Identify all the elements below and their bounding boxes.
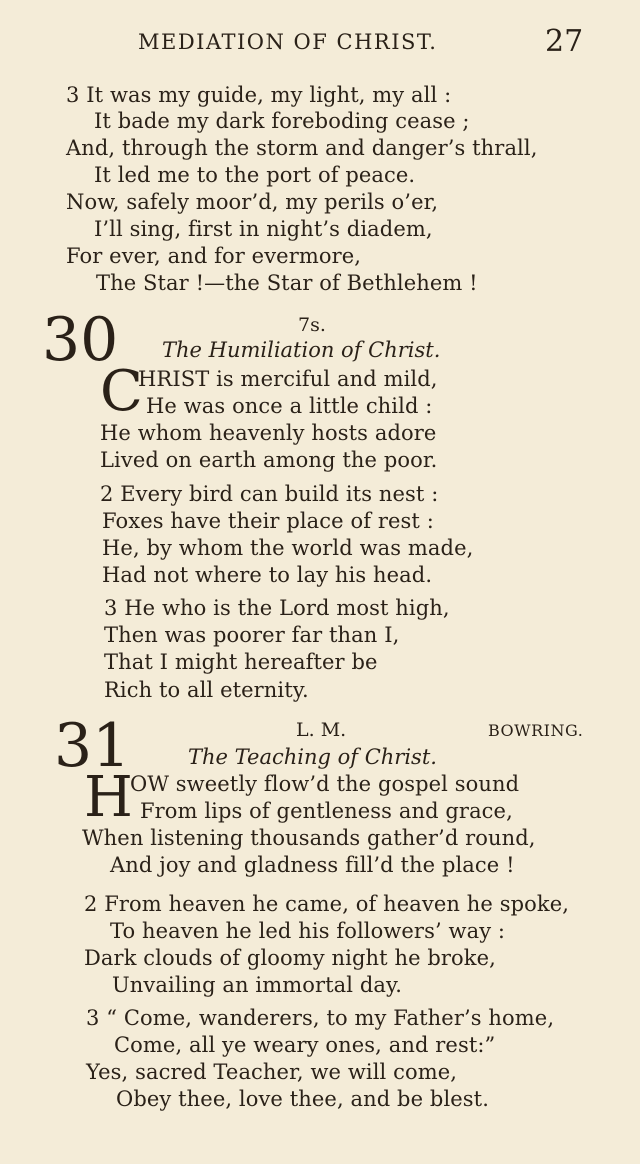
verse-line: 3 “ Come, wanderers, to my Father’s home,	[86, 1006, 555, 1030]
verse-line: HRIST is merciful and mild,	[138, 367, 438, 391]
verse-line: It led me to the port of peace.	[94, 163, 416, 187]
verse-line: The Star !—the Star of Bethlehem !	[96, 271, 478, 295]
verse-line: And joy and gladness fill’d the place !	[110, 853, 515, 877]
verse-line: 2 Every bird can build its nest :	[100, 482, 439, 506]
page-number: 27	[545, 24, 584, 59]
verse-line: To heaven he led his followers’ way :	[110, 919, 506, 943]
verse-line: For ever, and for evermore,	[66, 244, 362, 268]
hymn-number: 31	[54, 711, 131, 781]
verse-line: He, by whom the world was made,	[102, 536, 474, 560]
running-title: MEDIATION OF CHRIST.	[138, 30, 438, 54]
hymn-title: The Teaching of Christ.	[188, 745, 437, 769]
verse-line: And, through the storm and danger’s thrall,	[66, 136, 538, 160]
verse-line: When listening thousands gather’d round,	[82, 826, 536, 850]
hymn-meter: L. M.	[296, 719, 347, 741]
verse-line: I’ll sing, first in night’s diadem,	[94, 217, 433, 241]
verse-line: Dark clouds of gloomy night he broke,	[84, 946, 496, 970]
verse-line: Had not where to lay his head.	[102, 563, 433, 587]
verse-line: It bade my dark foreboding cease ;	[94, 109, 470, 133]
verse-line: Obey thee, love thee, and be blest.	[116, 1087, 489, 1111]
verse-line: 3 He who is the Lord most high,	[104, 596, 450, 620]
verse-line: Unvailing an immortal day.	[112, 973, 403, 997]
hymn-meter: 7s.	[298, 314, 326, 336]
drop-cap: H	[84, 765, 133, 830]
verse-line: He was once a little child :	[146, 394, 433, 418]
verse-line: Lived on earth among the poor.	[100, 448, 438, 472]
verse-line: Come, all ye weary ones, and rest:”	[114, 1033, 496, 1057]
verse-line: Now, safely moor’d, my perils o’er,	[66, 190, 439, 214]
verse-line: OW sweetly flow’d the gospel sound	[130, 772, 520, 796]
verse-line: Then was poorer far than I,	[104, 623, 400, 647]
hymn-number: 30	[42, 305, 119, 375]
verse-line: 3 It was my guide, my light, my all :	[66, 83, 452, 107]
verse-line: 2 From heaven he came, of heaven he spoke,	[84, 892, 570, 916]
verse-line: He whom heavenly hosts adore	[100, 421, 437, 445]
drop-cap: C	[100, 359, 143, 424]
verse-line: Foxes have their place of rest :	[102, 509, 434, 533]
tune-name: BOWRING.	[488, 721, 584, 740]
verse-line: That I might hereafter be	[104, 650, 378, 674]
hymn-title: The Humiliation of Christ.	[162, 338, 441, 362]
verse-line: From lips of gentleness and grace,	[140, 799, 513, 823]
verse-line: Yes, sacred Teacher, we will come,	[86, 1060, 458, 1084]
verse-line: Rich to all eternity.	[104, 678, 309, 702]
